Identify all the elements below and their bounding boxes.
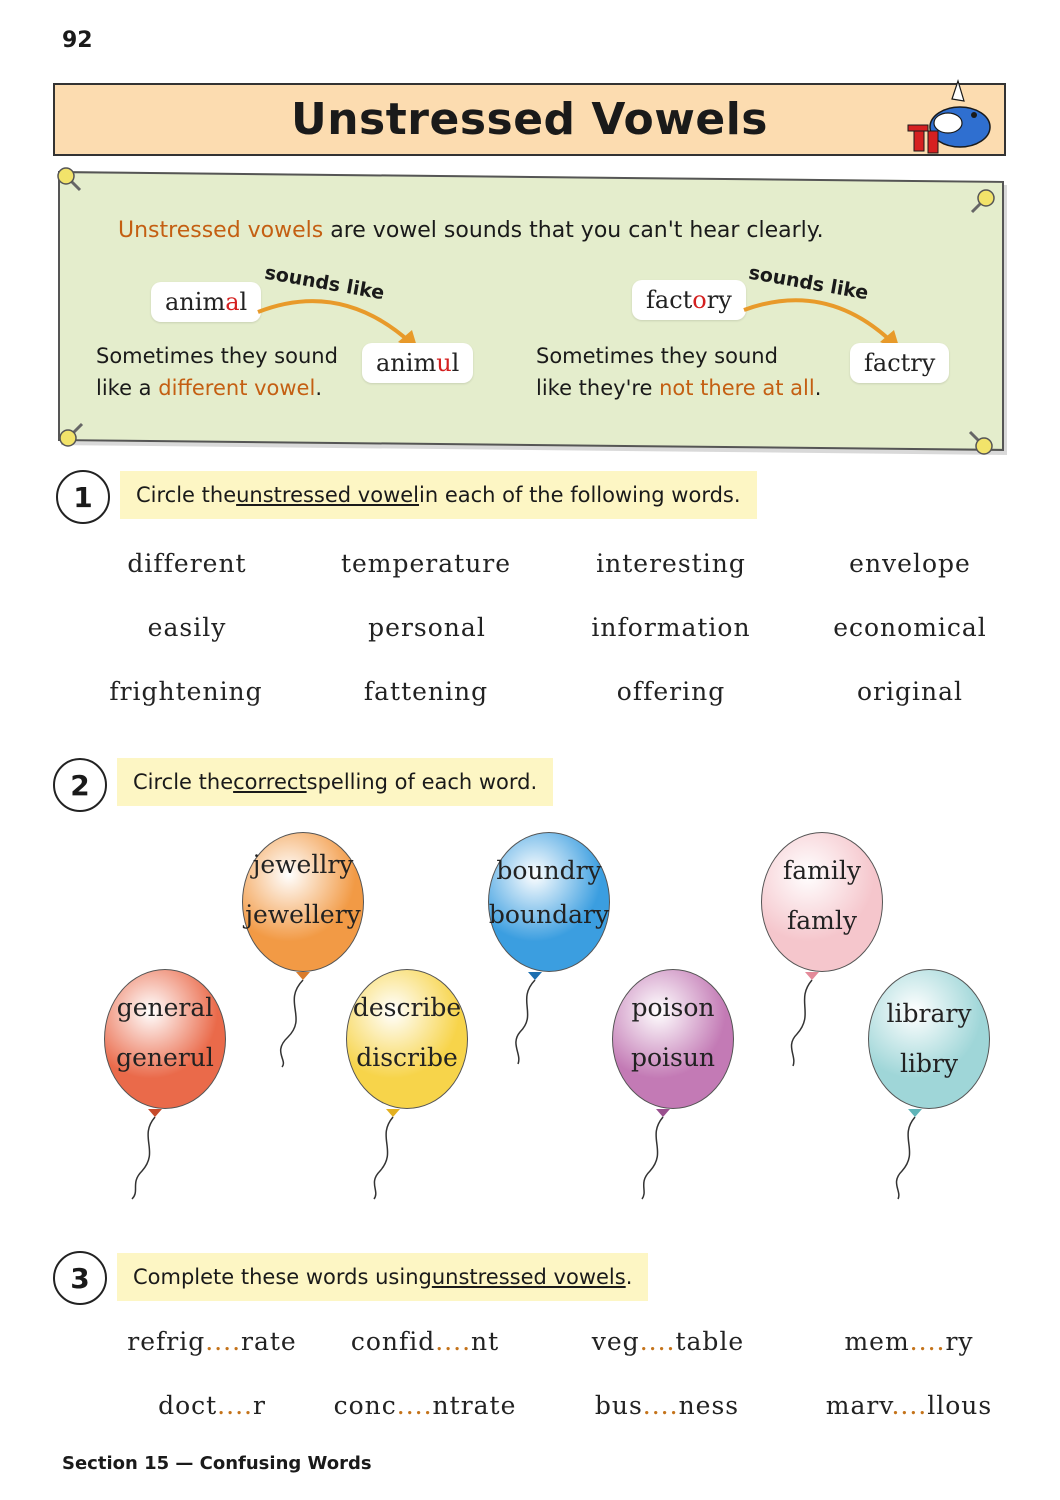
section-footer: Section 15 — Confusing Words (62, 1453, 372, 1474)
word-part: nt (471, 1327, 500, 1356)
instruction-part: in each of the following words. (419, 483, 741, 507)
blank-dots[interactable]: .... (891, 1391, 928, 1420)
balloon-option[interactable]: general (116, 993, 214, 1022)
q1-word[interactable]: envelope (849, 549, 971, 578)
balloon-option[interactable]: libry (899, 1049, 959, 1078)
instruction-underlined: unstressed vowels (431, 1265, 626, 1289)
cartoon-mascot-icon (900, 79, 998, 161)
question-2-instruction (117, 758, 553, 806)
sounds-like-label: sounds like (263, 261, 386, 305)
word-part: conc (333, 1391, 397, 1420)
q1-word[interactable]: temperature (340, 549, 512, 578)
instruction-underlined: correct (233, 770, 307, 794)
q3-fill-word[interactable] (595, 1391, 739, 1420)
balloon-option[interactable]: jewellry (252, 850, 354, 879)
intro-highlight: Unstressed vowels (118, 218, 324, 243)
q1-word[interactable]: personal (368, 613, 486, 642)
example-word-animal (151, 282, 261, 322)
blank-dots[interactable]: .... (205, 1327, 242, 1356)
example-word-animul (362, 343, 473, 383)
instruction-underlined: unstressed vowel (236, 483, 420, 507)
q1-word[interactable]: different (127, 549, 247, 578)
explanation-line: Sometimes they sound (96, 344, 338, 368)
balloon-option[interactable]: discribe (356, 1043, 458, 1072)
q1-word[interactable]: interesting (596, 549, 746, 578)
word-part: veg (591, 1327, 640, 1356)
word-part: ry (945, 1327, 974, 1356)
unstressed-letter: u (436, 349, 452, 377)
word-part: anim (165, 288, 226, 316)
balloon-body (612, 969, 734, 1109)
word-part: l (451, 349, 460, 377)
word-part: table (675, 1327, 745, 1356)
balloon-option[interactable]: boundry (496, 856, 602, 885)
word-part: refrig (127, 1327, 206, 1356)
instruction-part: Complete these words using (133, 1265, 432, 1289)
example-word-factry: factry (850, 343, 949, 383)
balloon-body (868, 969, 990, 1109)
balloon-option[interactable]: describe (352, 993, 462, 1022)
explanation-line: Sometimes they sound (536, 344, 778, 368)
intro-text (118, 218, 824, 243)
example2-explanation (536, 340, 821, 404)
question-1-instruction (120, 471, 757, 519)
intro-rest: are vowel sounds that you can't hear clearly. (323, 218, 824, 243)
explanation-part: . (315, 376, 322, 400)
instruction-part: spelling of each word. (306, 770, 538, 794)
balloon-body (761, 832, 883, 972)
pin-icon (962, 188, 996, 222)
balloon-option[interactable]: generul (116, 1043, 214, 1072)
sounds-like-label: sounds like (747, 261, 870, 305)
word-part: ry (706, 286, 732, 314)
q1-word[interactable]: frightening (109, 677, 263, 706)
q3-fill-word[interactable] (158, 1391, 266, 1420)
word-part: r (252, 1391, 266, 1420)
example1-explanation (96, 340, 338, 404)
instruction-part: Circle the (133, 770, 234, 794)
word-part: ntrate (432, 1391, 517, 1420)
question-1-number: 1 (56, 470, 110, 524)
word-part: anim (376, 349, 437, 377)
q1-word[interactable]: offering (616, 677, 726, 706)
unstressed-letter: o (692, 286, 707, 314)
balloon-option[interactable]: boundary (488, 900, 610, 929)
pin-icon (56, 166, 90, 200)
balloon-option[interactable]: poison (631, 993, 715, 1022)
explanation-line (536, 372, 821, 404)
word-part: confid (350, 1327, 436, 1356)
blank-dots[interactable]: .... (639, 1327, 676, 1356)
word-part: rate (241, 1327, 297, 1356)
example-word-factory (632, 280, 746, 320)
q3-fill-word[interactable] (334, 1391, 517, 1420)
balloon-option[interactable]: jewellery (245, 900, 361, 929)
page-number: 92 (62, 28, 93, 53)
explanation-part: like a (96, 376, 159, 400)
word-part: bus (594, 1391, 643, 1420)
balloon-body (346, 969, 468, 1109)
explanation-part: like they're (536, 376, 660, 400)
explanation-highlight: different vowel (158, 376, 316, 400)
word-part: mem (844, 1327, 910, 1356)
q1-word[interactable]: information (591, 613, 751, 642)
q3-fill-word[interactable] (127, 1327, 296, 1356)
question-3-number: 3 (53, 1251, 107, 1305)
instruction-part: Circle the (136, 483, 237, 507)
word-part: ness (678, 1391, 740, 1420)
title-banner (53, 83, 1006, 156)
q3-fill-word[interactable] (592, 1327, 744, 1356)
question-2-number: 2 (53, 758, 107, 812)
word-part: doct (158, 1391, 218, 1420)
q1-word[interactable]: original (857, 677, 963, 706)
blank-dots[interactable]: .... (396, 1391, 433, 1420)
q1-word[interactable]: fattening (363, 677, 489, 706)
q1-word[interactable]: economical (833, 613, 987, 642)
balloon-body (104, 969, 226, 1109)
unstressed-letter: a (225, 288, 240, 316)
explanation-part: . (814, 376, 822, 400)
blank-dots[interactable]: .... (642, 1391, 679, 1420)
word-part: l (239, 288, 248, 316)
instruction-part: . (625, 1265, 633, 1289)
question-3-instruction (117, 1253, 648, 1301)
page-title: Unstressed Vowels (291, 94, 768, 145)
explanation-line (96, 372, 338, 404)
balloon-option[interactable]: family (783, 856, 861, 885)
balloon-option[interactable]: library (886, 999, 972, 1028)
balloon-option[interactable]: famly (787, 906, 857, 935)
word-part: fact (646, 286, 693, 314)
blank-dots[interactable]: .... (435, 1327, 472, 1356)
pin-icon (58, 414, 92, 448)
blank-dots[interactable]: .... (909, 1327, 946, 1356)
word-part: llous (927, 1391, 993, 1420)
q1-word[interactable]: easily (147, 613, 227, 642)
q3-fill-word[interactable] (351, 1327, 499, 1356)
balloon-option[interactable]: poisun (630, 1043, 716, 1072)
explanation-highlight: not there at all (659, 376, 815, 400)
blank-dots[interactable]: .... (217, 1391, 253, 1420)
word-part: marv (825, 1391, 892, 1420)
pin-icon (960, 422, 994, 456)
q3-fill-word[interactable] (844, 1327, 973, 1356)
q3-fill-word[interactable] (826, 1391, 993, 1420)
